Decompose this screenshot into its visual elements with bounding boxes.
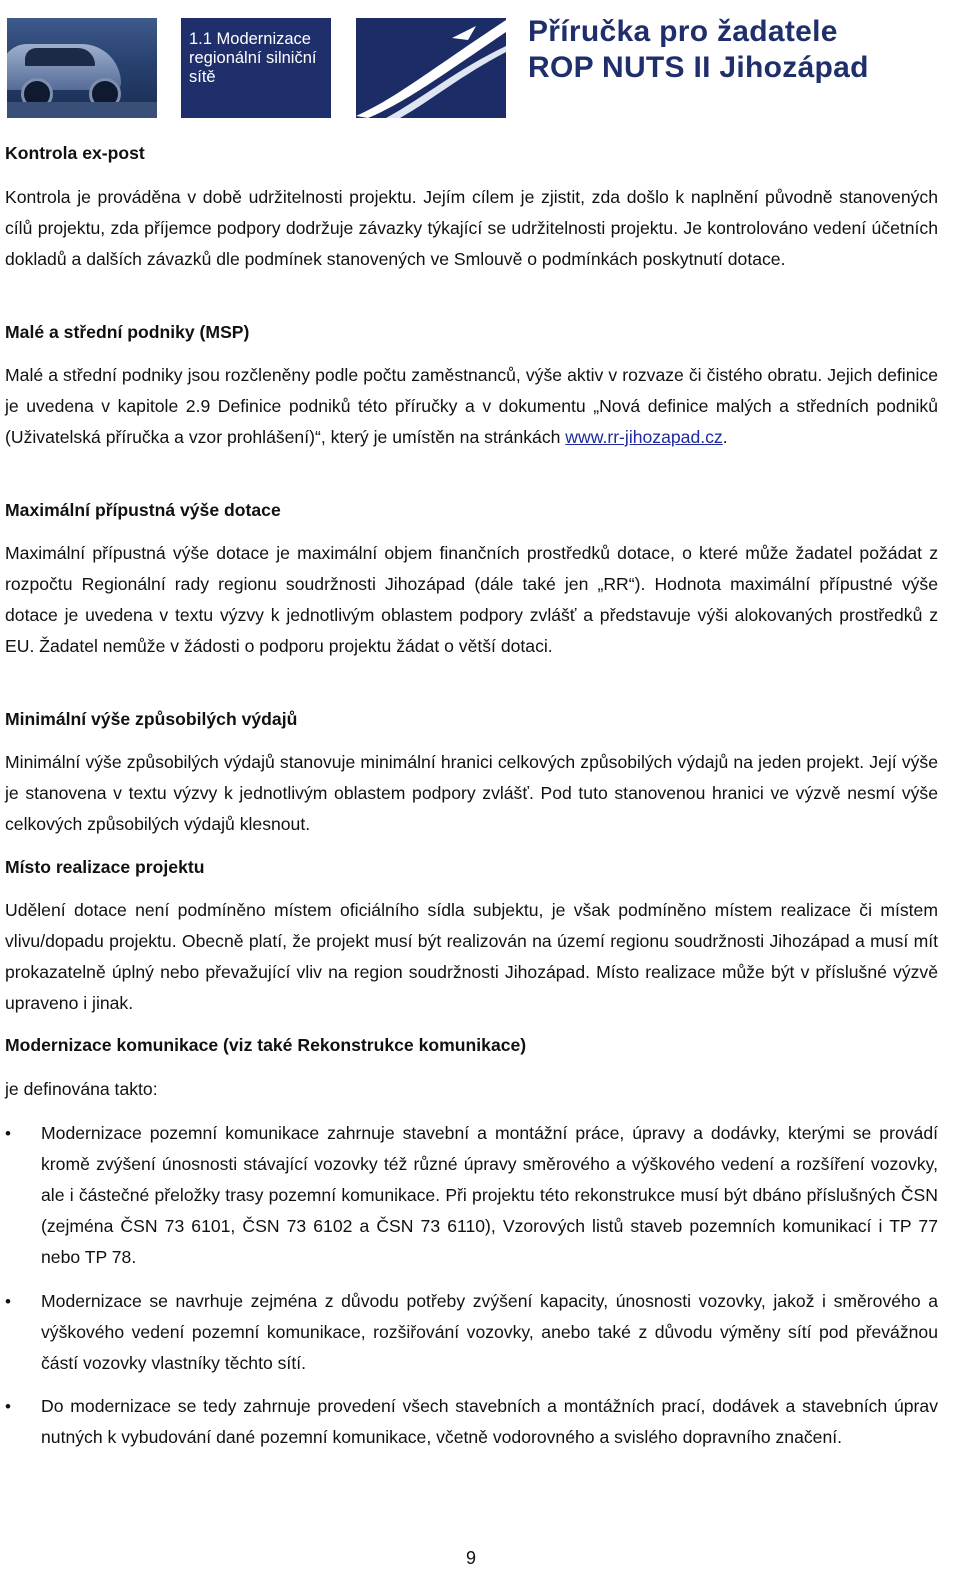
paragraph-msp-end: .	[722, 427, 728, 447]
brand-title-line1: Příručka pro žadatele	[528, 15, 838, 48]
road-graphic	[356, 18, 506, 118]
bullet-marker: •	[5, 1124, 11, 1143]
section-heading-min-vydaje: Minimální výše způsobilých výdajů	[5, 709, 298, 729]
section-heading-kontrola: Kontrola ex-post	[5, 143, 145, 163]
section-title-line: regionální silniční	[189, 49, 317, 67]
section-heading-modernizace: Modernizace komunikace (viz také Rekonstrukce komunikace)	[5, 1035, 527, 1055]
bullet-marker: •	[5, 1292, 11, 1311]
list-item-text: Do modernizace se tedy zahrnuje provedení všech stavebních a montážních prací, dodávek a stavebních úprav nutných k vybudování dané pozemní komunikace, včetně vodorovného a svislého dopravního značení.	[41, 1396, 938, 1447]
road-surface	[7, 102, 157, 118]
paragraph-min-vydaje: Minimální výše způsobilých výdajů stanovuje minimální hranici celkových způsobilých výdajů na jeden projekt. Její výše je stanovena v textu výzvy k jednotlivým oblastem podpory zvlášť. Pod tuto stanovenou hranici ve výzvě nesmí výše celkových způsobilých výdajů klesnout.	[5, 752, 938, 834]
paragraph-misto: Udělení dotace není podmíněno místem oficiálního sídla subjektu, je však podmíněno místem realizace či místem vlivu/dopadu projektu. Obecně platí, že projekt musí být realizován na území regionu soudržnosti Jihozápad a musí mít prokazatelně úplný nebo převažující vliv na region soudržnosti Jihozápad. Místo realizace může být v příslušné výzvě upraveno i jinak.	[5, 900, 938, 1013]
bullet-marker: •	[5, 1397, 11, 1416]
section-heading-max-dotace: Maximální přípustná výše dotace	[5, 500, 281, 520]
section-heading-msp: Malé a střední podniky (MSP)	[5, 322, 250, 342]
list-item-text: Modernizace pozemní komunikace zahrnuje stavební a montážní práce, úpravy a dodávky, kterými se provádí kromě zvýšení únosnosti stávající vozovky též různé úpravy směrového a výškového vedení a rozšíření vozovky, ale i částečné přeložky trasy pozemní komunikace. Při projektu této rekonstrukce musí být dbáno příslušných ČSN (zejména ČSN 73 6101, ČSN 73 6102 a ČSN 73 6110), Vzorových listů staveb pozemních komunikací i TP 77 nebo TP 78.	[41, 1123, 938, 1267]
list-item-text: Modernizace se navrhuje zejména z důvodu potřeby zvýšení kapacity, únosnosti vozovky, jakož i směrového a výškového vedení pozemní komunikace, rozšiřování vozovky, anebo také z důvodu výměny sítí pod převážnou částí vozovky vlastníky těchto sítí.	[41, 1291, 938, 1373]
road-stripe-graphic	[356, 18, 506, 118]
car-window	[25, 48, 95, 66]
brand-title	[528, 14, 956, 86]
website-link[interactable]: www.rr-jihozapad.cz	[565, 427, 723, 447]
brand-title-line2: ROP NUTS II Jihozápad	[528, 51, 869, 84]
paragraph-kontrola: Kontrola je prováděna v době udržitelnosti projektu. Jejím cílem je zjistit, zda došlo k naplnění původně stanovených cílů projektu, zda příjemce podpory dodržuje závazky týkající se udržitelnosti projektu. Je kontrolováno vedení účetních dokladů a dalších závazků dle podmínek stanovených ve Smlouvě o podmínkách poskytnutí dotace.	[5, 187, 938, 269]
paragraph-msp-text: Malé a střední podniky jsou rozčleněny podle počtu zaměstnanců, výše aktiv v rozvaze či čistého obratu. Jejich definice je uvedena v kapitole 2.9 Definice podniků této příručky a v dokumentu „Nová definice malých a středních podniků (Uživatelská příručka a vzor prohlášení)“, který je umístěn na stránkách	[5, 365, 938, 447]
section-title-box	[181, 18, 331, 118]
page-number: 9	[465, 1548, 476, 1568]
car-photo	[7, 18, 157, 118]
section-title-line: 1.1 Modernizace	[189, 30, 311, 48]
section-title-line: sítě	[189, 68, 216, 86]
section-heading-misto: Místo realizace projektu	[5, 857, 205, 877]
header-banner	[0, 0, 960, 124]
paragraph-modernizace-intro: je definována takto:	[5, 1079, 158, 1099]
paragraph-max-dotace: Maximální přípustná výše dotace je maximální objem finančních prostředků dotace, o které může žadatel požádat z rozpočtu Regionální rady regionu soudržnosti Jihozápad (dále také jen „RR“). Hodnota maximální přípustné výše dotace je uvedena v textu výzvy k jednotlivým oblastem podpory zvlášť a představuje výši alokovaných prostředků z EU. Žadatel nemůže v žádosti o podporu projektu žádat o větší dotaci.	[5, 543, 938, 656]
paragraph-msp	[5, 360, 938, 453]
